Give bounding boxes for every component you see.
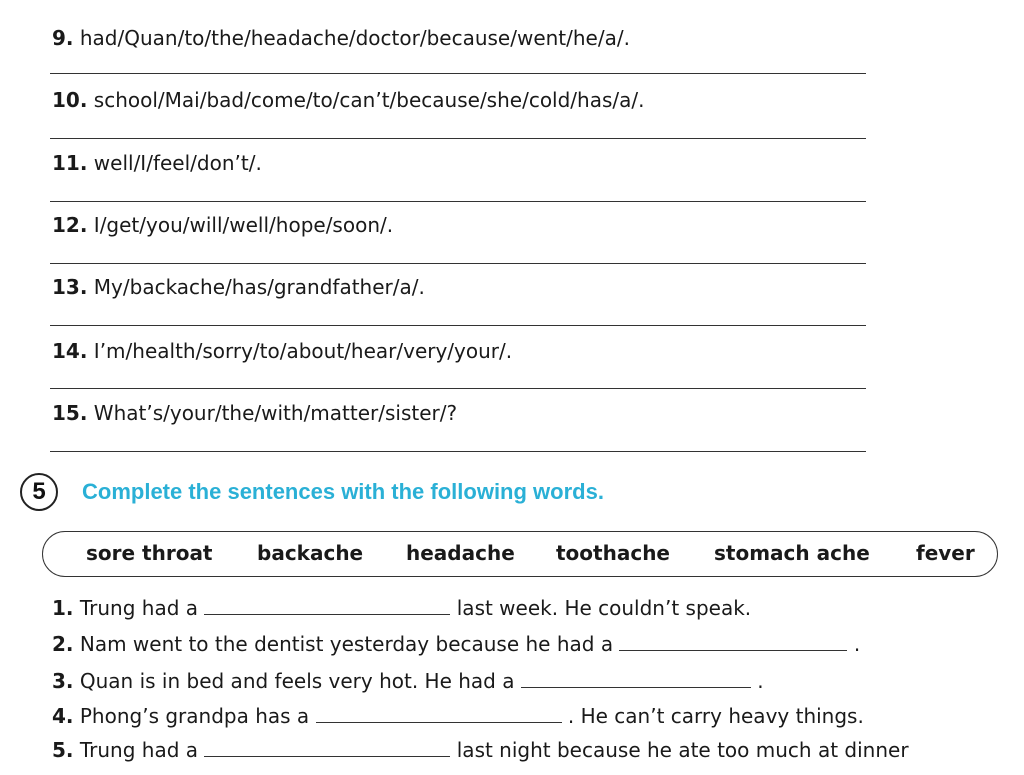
answer-line-10[interactable] xyxy=(50,138,866,139)
answer-line-14[interactable] xyxy=(50,388,866,389)
question-number: 12. xyxy=(52,213,88,237)
word-bank-item: backache xyxy=(257,541,364,565)
sentence-number: 3. xyxy=(52,669,74,693)
word-bank-item: sore throat xyxy=(86,541,213,565)
sentence-5 xyxy=(52,738,909,762)
question-number: 11. xyxy=(52,151,88,175)
sentence-after: last night because he ate too much at dinner xyxy=(456,738,909,762)
sentence-before: Phong’s grandpa has a xyxy=(79,704,310,728)
sentence-before: Trung had a xyxy=(79,596,199,620)
question-words: school/Mai/bad/come/to/can’t/because/she/cold/has/a/. xyxy=(93,88,645,112)
section-number-badge: 5 xyxy=(20,473,58,511)
word-bank-item: headache xyxy=(406,541,515,565)
answer-blank[interactable] xyxy=(521,673,751,688)
word-bank-item: stomach ache xyxy=(714,541,870,565)
question-9 xyxy=(52,26,630,50)
question-13 xyxy=(52,275,425,299)
question-12 xyxy=(52,213,393,237)
sentence-after: . He can’t carry heavy things. xyxy=(567,704,864,728)
question-words: I/get/you/will/well/hope/soon/. xyxy=(93,213,394,237)
answer-line-12[interactable] xyxy=(50,263,866,264)
answer-blank[interactable] xyxy=(204,600,450,615)
sentence-before: Quan is in bed and feels very hot. He had a xyxy=(79,669,515,693)
word-bank-item: toothache xyxy=(556,541,670,565)
answer-line-15[interactable] xyxy=(50,451,866,452)
sentence-4 xyxy=(52,704,864,728)
question-11 xyxy=(52,151,262,175)
sentence-number: 5. xyxy=(52,738,74,762)
answer-line-13[interactable] xyxy=(50,325,866,326)
sentence-1 xyxy=(52,596,751,620)
answer-blank[interactable] xyxy=(619,636,847,651)
question-10 xyxy=(52,88,644,112)
answer-blank[interactable] xyxy=(316,708,562,723)
sentence-number: 1. xyxy=(52,596,74,620)
question-words: My/backache/has/grandfather/a/. xyxy=(93,275,425,299)
question-15 xyxy=(52,401,457,425)
question-number: 14. xyxy=(52,339,88,363)
question-words: What’s/your/the/with/matter/sister/? xyxy=(93,401,458,425)
sentence-3 xyxy=(52,669,764,693)
section-title: Complete the sentences with the following words. xyxy=(82,479,604,504)
question-14 xyxy=(52,339,512,363)
question-words: had/Quan/to/the/headache/doctor/because/went/he/a/. xyxy=(79,26,630,50)
answer-line-9[interactable] xyxy=(50,73,866,74)
sentence-2 xyxy=(52,632,860,656)
question-number: 9. xyxy=(52,26,74,50)
question-words: I’m/health/sorry/to/about/hear/very/your/. xyxy=(93,339,513,363)
sentence-after: . xyxy=(853,632,861,656)
question-number: 15. xyxy=(52,401,88,425)
sentence-before: Nam went to the dentist yesterday because he had a xyxy=(79,632,614,656)
answer-blank[interactable] xyxy=(204,742,450,757)
sentence-number: 2. xyxy=(52,632,74,656)
sentence-number: 4. xyxy=(52,704,74,728)
sentence-after: last week. He couldn’t speak. xyxy=(456,596,752,620)
question-number: 13. xyxy=(52,275,88,299)
sentence-after: . xyxy=(757,669,764,693)
question-words: well/I/feel/don’t/. xyxy=(93,151,262,175)
answer-line-11[interactable] xyxy=(50,201,866,202)
sentence-before: Trung had a xyxy=(79,738,199,762)
question-number: 10. xyxy=(52,88,88,112)
word-bank-item: fever xyxy=(916,541,975,565)
